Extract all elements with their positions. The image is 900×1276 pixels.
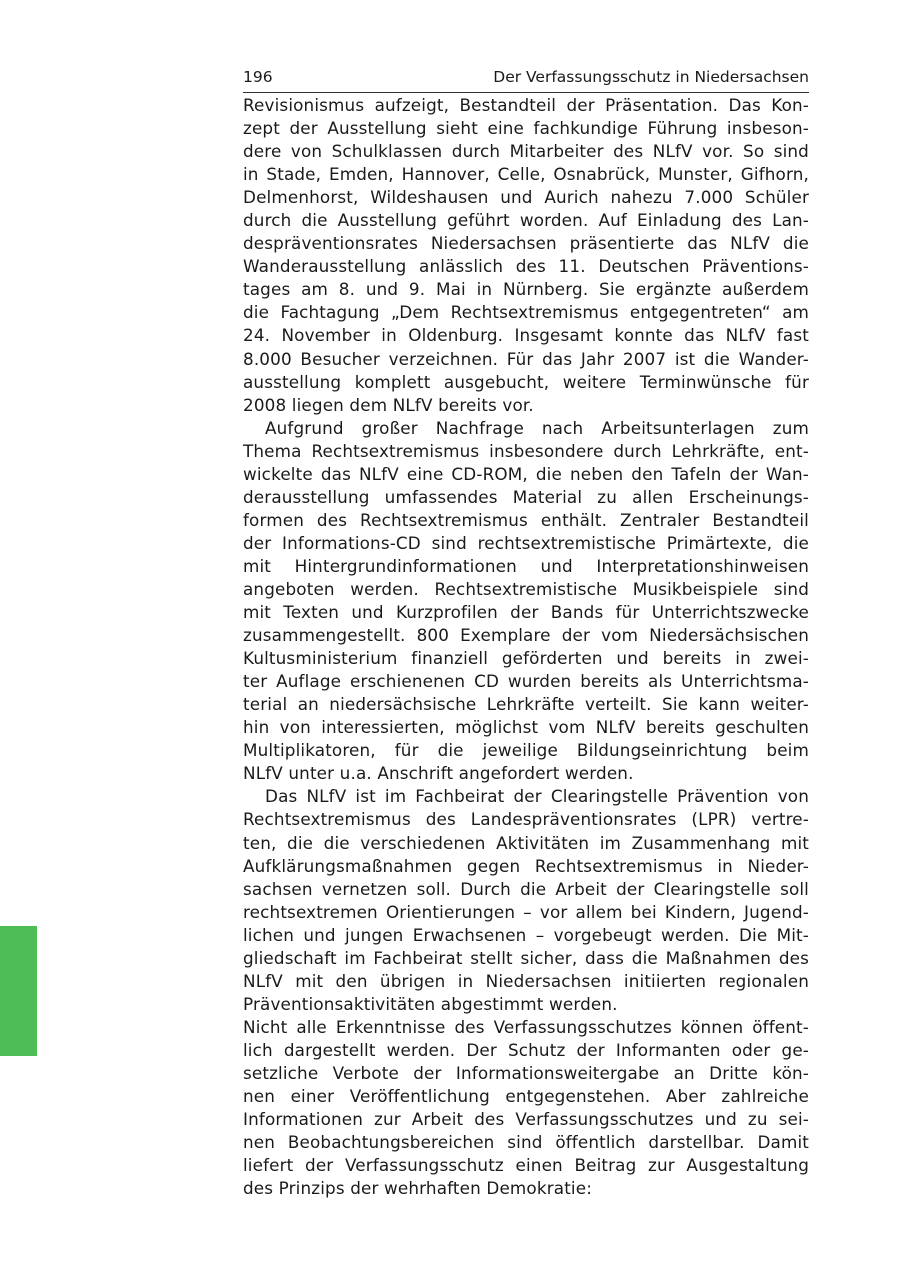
text-line: mit Texten und Kurzprofilen der Bands für Unterrichtszwecke: [243, 602, 809, 623]
paragraph-first-line: Nicht alle Erkenntnisse des Verfassungsschutzes können öffent-: [243, 1016, 809, 1037]
text-line: Wanderausstellung anlässlich des 11. Deutschen Präventions-: [243, 256, 809, 277]
text-line: nen einer Veröffentlichung entgegenstehen. Aber zahlreiche: [243, 1086, 809, 1107]
text-line: dere von Schulklassen durch Mitarbeiter des NLfV vor. So sind: [243, 141, 809, 162]
text-line: Multiplikatoren, für die jeweilige Bildungseinrichtung beim: [243, 740, 809, 761]
text-line: ausstellung komplett ausgebucht, weitere Terminwünsche für: [243, 371, 809, 392]
text-line: Kultusministerium finanziell geförderten und bereits in zwei-: [243, 648, 809, 669]
paragraph-first-line: Aufgrund großer Nachfrage nach Arbeitsunterlagen zum: [265, 417, 809, 438]
text-line: Revisionismus aufzeigt, Bestandteil der Präsentation. Das Kon-: [243, 95, 809, 115]
text-line: wickelte das NLfV eine CD-ROM, die neben den Tafeln der Wan-: [243, 463, 809, 484]
page-header: [243, 66, 809, 93]
text-line: angeboten werden. Rechtsextremistische Musikbeispiele sind: [243, 578, 809, 599]
chapter-color-tab: [0, 926, 37, 1056]
text-line: Delmenhorst, Wildeshausen und Aurich nahezu 7.000 Schüler: [243, 187, 809, 208]
text-line: despräventionsrates Niedersachsen präsentierte das NLfV die: [243, 233, 809, 254]
text-line: NLfV mit den übrigen in Niedersachsen initiierten regionalen: [243, 970, 809, 991]
text-line: formen des Rechtsextremismus enthält. Zentraler Bestandteil: [243, 509, 809, 530]
text-line: Rechtsextremismus des Landespräventionsrates (LPR) vertre-: [243, 809, 809, 830]
text-line: Thema Rechtsextremismus insbesondere durch Lehrkräfte, ent-: [243, 440, 809, 461]
text-line: lich dargestellt werden. Der Schutz der Informanten oder ge-: [243, 1039, 809, 1060]
text-line: tages am 8. und 9. Mai in Nürnberg. Sie ergänzte außerdem: [243, 279, 809, 300]
text-line: 8.000 Besucher verzeichnen. Für das Jahr 2007 ist die Wander-: [243, 348, 809, 369]
text-line: 24. November in Oldenburg. Insgesamt konnte das NLfV fast: [243, 325, 809, 346]
text-line: zept der Ausstellung sieht eine fachkundige Führung insbeson-: [243, 118, 809, 139]
text-line: Informationen zur Arbeit des Verfassungsschutzes und zu sei-: [243, 1109, 809, 1130]
text-line: durch die Ausstellung geführt worden. Auf Einladung des Lan-: [243, 210, 809, 231]
text-line: Präventionsaktivitäten abgestimmt werden.: [243, 993, 618, 1014]
text-line: liefert der Verfassungsschutz einen Beitrag zur Ausgestaltung: [243, 1155, 809, 1176]
text-line: ten, die die verschiedenen Aktivitäten im Zusammenhang mit: [243, 832, 809, 853]
text-line: Aufklärungsmaßnahmen gegen Rechtsextremismus in Nieder-: [243, 855, 809, 876]
text-line: derausstellung umfassendes Material zu allen Erscheinungs-: [243, 486, 809, 507]
text-line: mit Hintergrundinformationen und Interpretationshinweisen: [243, 555, 809, 576]
text-line: der Informations-CD sind rechtsextremistische Primärtexte, die: [243, 532, 809, 553]
text-line: NLfV unter u.a. Anschrift angefordert werden.: [243, 763, 634, 784]
text-line: terial an niedersächsische Lehrkräfte verteilt. Sie kann weiter-: [243, 694, 809, 715]
text-line: sachsen vernetzen soll. Durch die Arbeit der Clearingstelle soll: [243, 878, 809, 899]
text-line: zusammengestellt. 800 Exemplare der vom Niedersächsischen: [243, 625, 809, 646]
text-line: in Stade, Emden, Hannover, Celle, Osnabrück, Munster, Gifhorn,: [243, 164, 809, 185]
text-line: ter Auflage erschienenen CD wurden bereits als Unterrichtsma-: [243, 671, 809, 692]
text-line: lichen und jungen Erwachsenen – vorgebeugt werden. Die Mit-: [243, 924, 809, 945]
text-line: 2008 liegen dem NLfV bereits vor.: [243, 394, 534, 415]
text-line: des Prinzips der wehrhaften Demokratie:: [243, 1178, 593, 1199]
text-line: setzliche Verbote der Informationsweitergabe an Dritte kön-: [243, 1062, 809, 1083]
text-line: die Fachtagung „Dem Rechtsextremismus entgegentreten“ am: [243, 302, 809, 323]
text-line: nen Beobachtungsbereichen sind öffentlich darstellbar. Damit: [243, 1132, 809, 1153]
text-line: rechtsextremen Orientierungen – vor allem bei Kindern, Jugend-: [243, 901, 809, 922]
text-line: gliedschaft im Fachbeirat stellt sicher, dass die Maßnahmen des: [243, 947, 809, 968]
paragraph-first-line: Das NLfV ist im Fachbeirat der Clearingstelle Prävention von: [265, 786, 809, 807]
text-line: hin von interessierten, möglichst vom NLfV bereits geschulten: [243, 717, 809, 738]
page-number: 196: [243, 68, 273, 86]
running-title: Der Verfassungsschutz in Niedersachsen: [493, 68, 809, 86]
body-text: [243, 94, 809, 1200]
